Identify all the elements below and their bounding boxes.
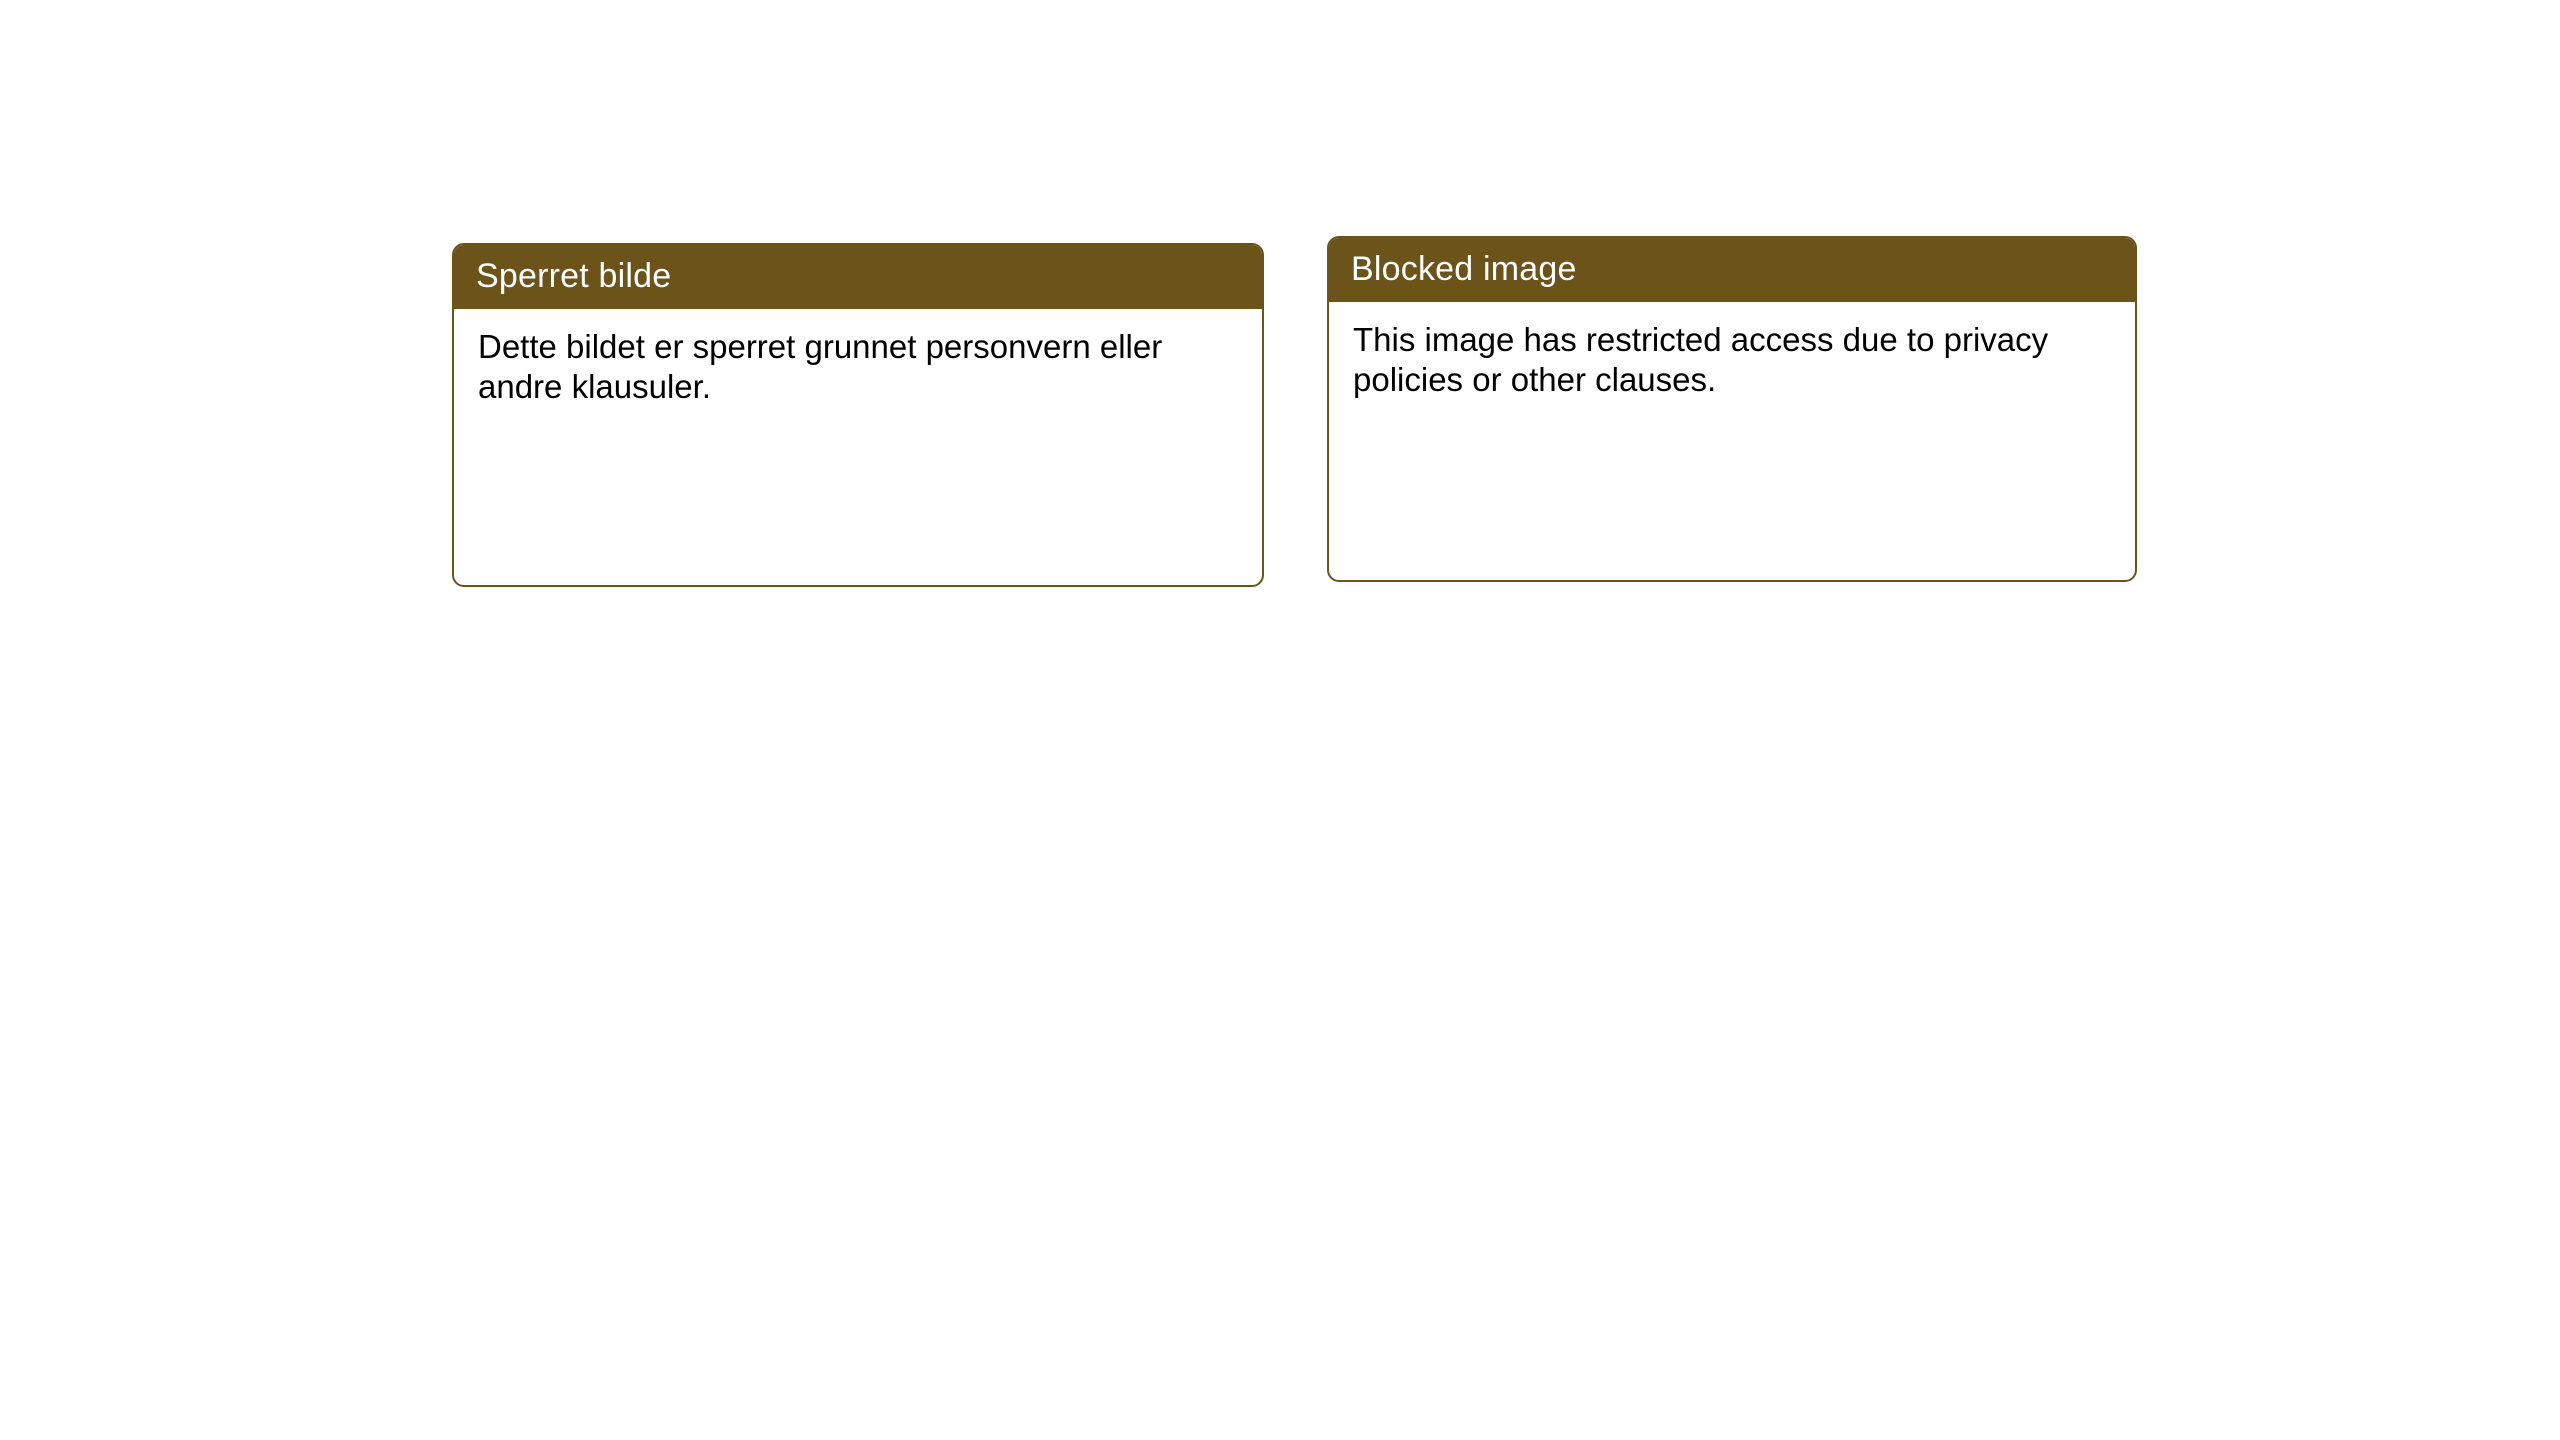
blocked-image-notice-en bbox=[1327, 236, 2137, 582]
notice-title-no: Sperret bilde bbox=[454, 245, 1262, 309]
notice-body-en bbox=[1329, 302, 2135, 423]
blocked-image-notice-no bbox=[452, 243, 1264, 587]
notice-title-en: Blocked image bbox=[1329, 238, 2135, 302]
notice-body-text-en: This image has restricted access due to privacy policies or other clauses. bbox=[1353, 321, 2049, 399]
notice-body-no bbox=[454, 309, 1262, 430]
notice-body-text-no: Dette bildet er sperret grunnet personvern eller andre klausuler. bbox=[478, 328, 1163, 406]
